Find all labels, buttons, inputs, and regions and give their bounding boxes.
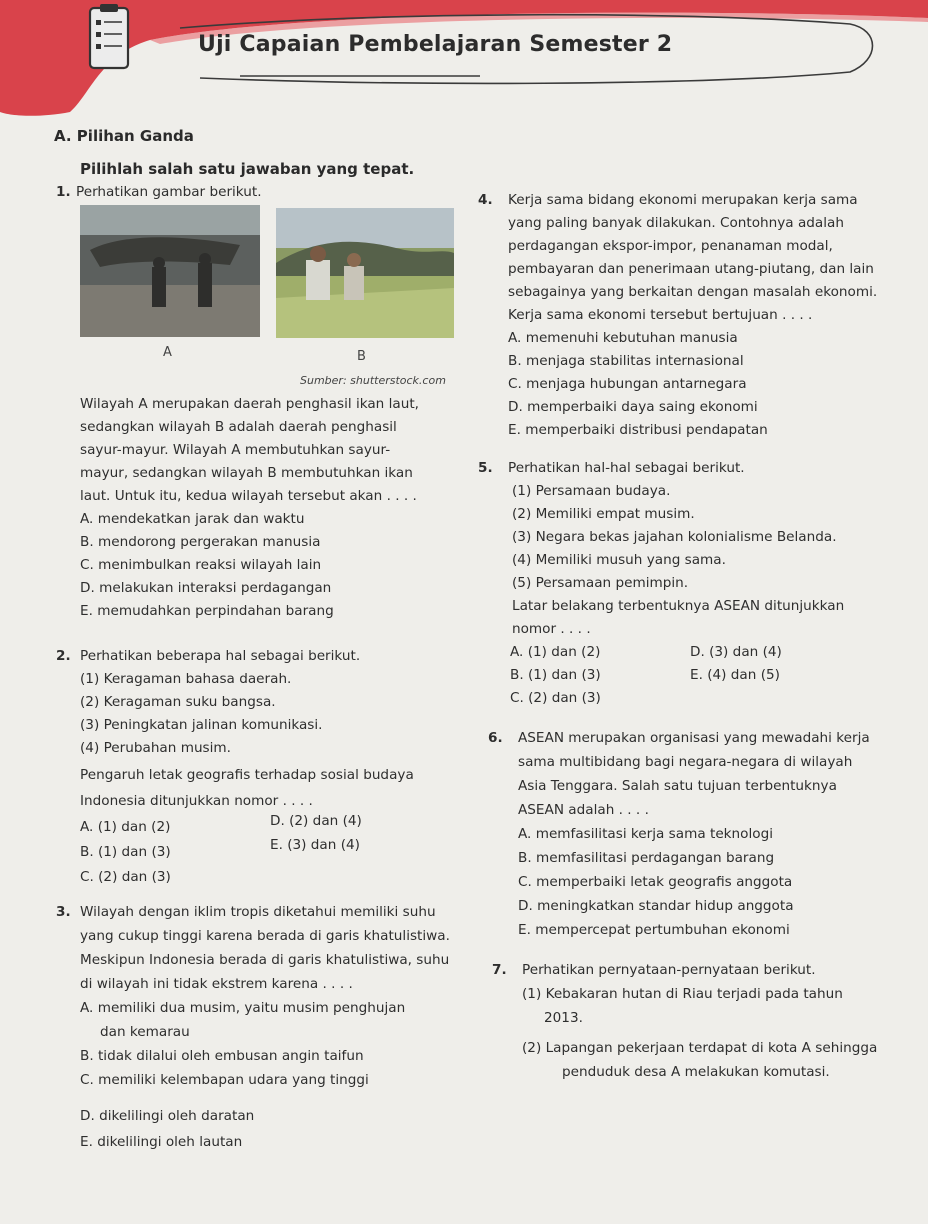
q1-option-c[interactable]: C. menimbulkan reaksi wilayah lain [80, 557, 322, 573]
q1-number: 1. [56, 184, 71, 200]
q7-item-cont: 2013. [544, 1010, 583, 1026]
q5-item: (3) Negara bekas jajahan kolonialisme Belanda. [512, 529, 837, 545]
photo-a-label: A [163, 345, 172, 360]
q2-line: Indonesia ditunjukkan nomor . . . . [80, 793, 313, 809]
q4-number: 4. [478, 192, 493, 208]
q3-line: Meskipun Indonesia berada di garis khatulistiwa, suhu [80, 952, 450, 968]
q5-option-b[interactable]: B. (1) dan (3) [510, 667, 601, 683]
page-title: Uji Capaian Pembelajaran Semester 2 [198, 32, 673, 57]
q2-item: (3) Peningkatan jalinan komunikasi. [80, 717, 323, 733]
q4-option-d[interactable]: D. memperbaiki daya saing ekonomi [508, 399, 758, 415]
q7-item: (2) Lapangan pekerjaan terdapat di kota A sehingga [522, 1040, 878, 1056]
q3-option-d[interactable]: D. dikelilingi oleh daratan [80, 1108, 255, 1124]
q6-option-b[interactable]: B. memfasilitasi perdagangan barang [518, 850, 775, 866]
q1-option-a[interactable]: A. mendekatkan jarak dan waktu [80, 511, 305, 527]
q5-option-a[interactable]: A. (1) dan (2) [510, 644, 601, 660]
photo-b-label: B [357, 349, 366, 364]
q5-item: (5) Persamaan pemimpin. [512, 575, 689, 591]
q5-option-d[interactable]: D. (3) dan (4) [690, 644, 782, 660]
q4-option-c[interactable]: C. menjaga hubungan antarnegara [508, 376, 747, 392]
q6-option-a[interactable]: A. memfasilitasi kerja sama teknologi [518, 826, 773, 842]
q4-line: perdagangan ekspor-impor, penanaman modal, [508, 238, 833, 254]
q7-item: (1) Kebakaran hutan di Riau terjadi pada tahun [522, 986, 843, 1002]
checklist-clipboard-icon [86, 4, 132, 72]
q5-line: nomor . . . . [512, 621, 591, 637]
q1-option-d[interactable]: D. melakukan interaksi perdagangan [80, 580, 332, 596]
q4-line: Kerja sama ekonomi tersebut bertujuan . . . . [508, 307, 813, 323]
q2-number: 2. [56, 648, 71, 664]
photo-b-farmers [276, 208, 454, 338]
q4-line: Kerja sama bidang ekonomi merupakan kerja sama [508, 192, 858, 208]
q1-line: mayur, sedangkan wilayah B membutuhkan ikan [80, 465, 413, 481]
photo-source: Sumber: shutterstock.com [300, 374, 446, 387]
q5-number: 5. [478, 460, 493, 476]
section-heading: A. Pilihan Ganda [54, 127, 194, 145]
q2-item: (2) Keragaman suku bangsa. [80, 694, 276, 710]
q5-stem: Perhatikan hal-hal sebagai berikut. [508, 460, 745, 476]
q6-line: Asia Tenggara. Salah satu tujuan terbentuknya [518, 778, 837, 794]
q4-option-a[interactable]: A. memenuhi kebutuhan manusia [508, 330, 738, 346]
q3-option-a[interactable]: A. memiliki dua musim, yaitu musim penghujan [80, 1000, 406, 1016]
q2-option-d[interactable]: D. (2) dan (4) [270, 813, 362, 829]
q2-stem: Perhatikan beberapa hal sebagai berikut. [80, 648, 361, 664]
q6-line: ASEAN merupakan organisasi yang mewadahi kerja [518, 730, 870, 746]
q1-stem: Perhatikan gambar berikut. [76, 184, 262, 200]
q6-option-e[interactable]: E. mempercepat pertumbuhan ekonomi [518, 922, 790, 938]
q4-option-e[interactable]: E. memperbaiki distribusi pendapatan [508, 422, 768, 438]
q3-option-a-cont: dan kemarau [100, 1024, 190, 1040]
q2-line: Pengaruh letak geografis terhadap sosial budaya [80, 767, 414, 783]
q2-option-b[interactable]: B. (1) dan (3) [80, 844, 171, 860]
q7-number: 7. [492, 962, 507, 978]
q4-line: yang paling banyak dilakukan. Contohnya adalah [508, 215, 844, 231]
q5-item: (1) Persamaan budaya. [512, 483, 671, 499]
q6-line: ASEAN adalah . . . . [518, 802, 649, 818]
q2-option-a[interactable]: A. (1) dan (2) [80, 819, 171, 835]
q6-option-c[interactable]: C. memperbaiki letak geografis anggota [518, 874, 793, 890]
q3-line: yang cukup tinggi karena berada di garis khatulistiwa. [80, 928, 450, 944]
q7-item-cont: penduduk desa A melakukan komutasi. [562, 1064, 830, 1080]
q4-line: pembayaran dan penerimaan utang-piutang, dan lain [508, 261, 874, 277]
q5-line: Latar belakang terbentuknya ASEAN ditunjukkan [512, 598, 845, 614]
q1-line: laut. Untuk itu, kedua wilayah tersebut akan . . . . [80, 488, 417, 504]
q7-stem: Perhatikan pernyataan-pernyataan berikut. [522, 962, 816, 978]
q3-line: Wilayah dengan iklim tropis diketahui memiliki suhu [80, 904, 436, 920]
photo-a-fishermen [80, 205, 260, 337]
q5-option-c[interactable]: C. (2) dan (3) [510, 690, 601, 706]
q6-number: 6. [488, 730, 503, 746]
q4-option-b[interactable]: B. menjaga stabilitas internasional [508, 353, 744, 369]
q1-line: sedangkan wilayah B adalah daerah penghasil [80, 419, 397, 435]
q3-option-e[interactable]: E. dikelilingi oleh lautan [80, 1134, 243, 1150]
q2-item: (1) Keragaman bahasa daerah. [80, 671, 292, 687]
q5-item: (2) Memiliki empat musim. [512, 506, 695, 522]
header-banner [0, 0, 928, 120]
q3-option-b[interactable]: B. tidak dilalui oleh embusan angin taifun [80, 1048, 364, 1064]
q2-option-c[interactable]: C. (2) dan (3) [80, 869, 171, 885]
q1-option-b[interactable]: B. mendorong pergerakan manusia [80, 534, 321, 550]
q3-line: di wilayah ini tidak ekstrem karena . . . . [80, 976, 353, 992]
q1-option-e[interactable]: E. memudahkan perpindahan barang [80, 603, 334, 619]
q2-item: (4) Perubahan musim. [80, 740, 231, 756]
q3-option-c[interactable]: C. memiliki kelembapan udara yang tinggi [80, 1072, 369, 1088]
q1-line: Wilayah A merupakan daerah penghasil ikan laut, [80, 396, 419, 412]
q4-line: sebagainya yang berkaitan dengan masalah ekonomi. [508, 284, 878, 300]
q3-number: 3. [56, 904, 71, 920]
q1-line: sayur-mayur. Wilayah A membutuhkan sayur- [80, 442, 391, 458]
q2-option-e[interactable]: E. (3) dan (4) [270, 837, 360, 853]
q6-option-d[interactable]: D. meningkatkan standar hidup anggota [518, 898, 794, 914]
q5-option-e[interactable]: E. (4) dan (5) [690, 667, 780, 683]
section-instruction: Pilihlah salah satu jawaban yang tepat. [80, 160, 415, 178]
q5-item: (4) Memiliki musuh yang sama. [512, 552, 726, 568]
q6-line: sama multibidang bagi negara-negara di wilayah [518, 754, 853, 770]
